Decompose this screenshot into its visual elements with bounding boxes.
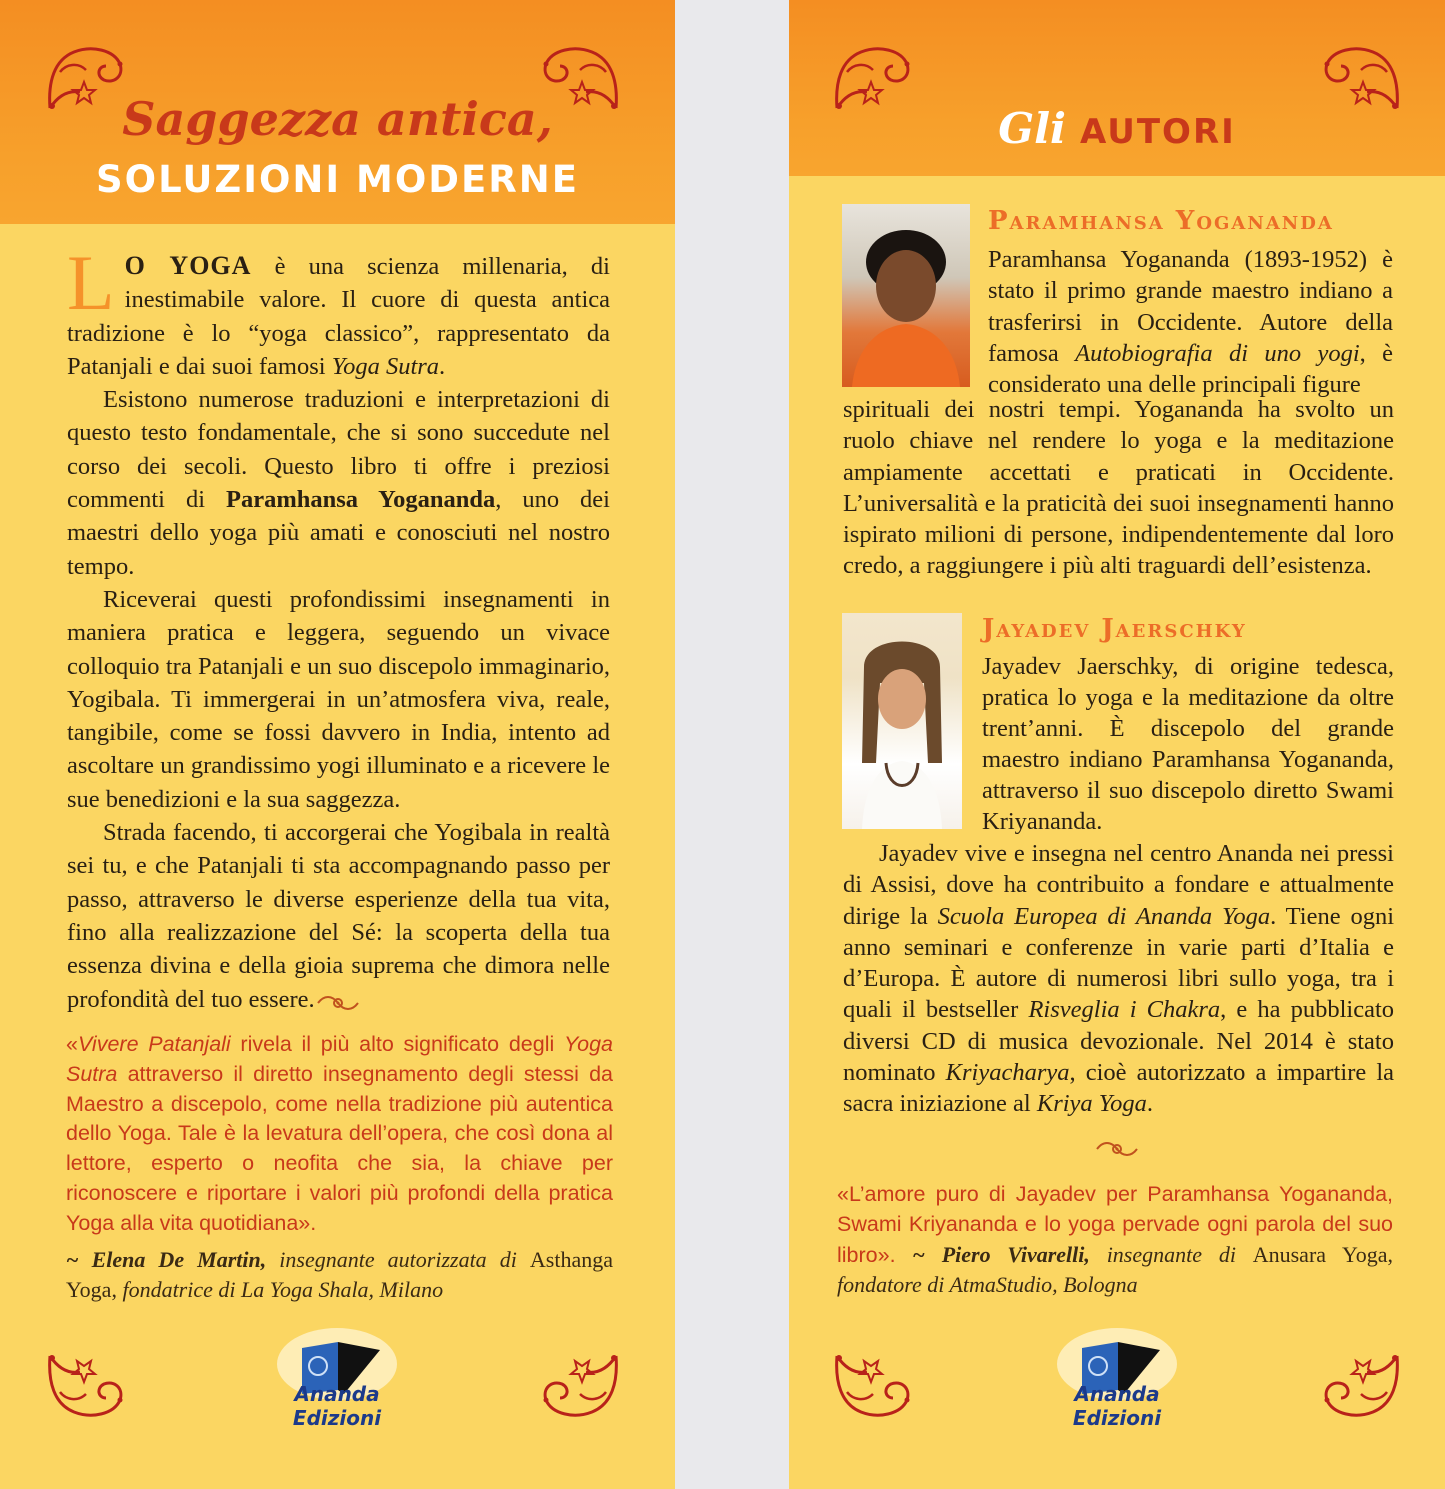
yogananda-photo: [842, 204, 970, 387]
author-bio-top: Paramhansa Yogananda (1893-1952) è stato il primo grande maestro indiano a trasferirsi in Occidente. Autore della famosa Autobiografia di uno yogi, è considerato una delle principali figure: [988, 246, 1394, 399]
review-quote: «Vivere Patanjali rivela il più alto significato degli Yoga Sutra attraverso il diretto insegnamento degli stessi da Maestro a discepolo, come nella tradizione più autentica dello Yoga. Tale è la levatura dell’opera, che così dona al lettore, esperto o neofita che sia, la chiave per riconoscere e riportare i valori più profondi della pratica Yoga alla vita quotidiana».: [66, 1032, 613, 1235]
divider-ornament-icon: [1095, 1139, 1139, 1159]
author-name: Paramhansa Yogananda: [988, 206, 1334, 236]
title-caps: AUTORI: [1079, 112, 1236, 152]
flourish-ornament-icon: [1321, 1350, 1403, 1422]
title-script: Gli: [998, 104, 1066, 153]
divider-ornament-icon: [316, 993, 360, 1013]
paragraph: Riceverai questi profondissimi insegnamenti in maniera pratica e leggera, seguendo un vivace colloquio tra Patanjali e un suo discepolo immaginario, Yogibala. Ti immergerai in un’atmosfera viva, reale, tangibile, come se fossi davvero in India, intento ad ascoltare un grandissimo yogi illuminato e a ricevere le sue benedizioni e la sua saggezza.: [67, 585, 610, 813]
flourish-ornament-icon: [44, 1350, 126, 1422]
author2-bio-top: Jayadev Jaerschky, di origine tedesca, pratica lo yoga e la meditazione da oltre trent’anni. È discepolo del grande maestro indiano Paramhansa Yogananda, attraverso il suo discepolo diretto Swami Kriyananda.: [982, 653, 1394, 835]
author-name: Jayadev Jaerschky: [982, 614, 1247, 644]
right-flap: [789, 0, 1445, 1489]
flourish-ornament-icon: [540, 1350, 622, 1422]
logo-text: Ananda Edizioni: [1072, 1382, 1162, 1430]
title-script: Saggezza antica,: [122, 92, 553, 146]
paragraph: L O YOGA è una scienza millenaria, di inestimabile valore. Il cuore di questa antica tradizione è lo “yoga classico”, rappresentato da Patanjali e dai suoi famosi Yoga Sutra.: [67, 239, 610, 380]
flourish-ornament-icon: [831, 1350, 913, 1422]
title-caps: SOLUZIONI MODERNE: [95, 158, 580, 201]
authors-title: [789, 104, 1445, 153]
lead-caps: O YOGA: [124, 251, 252, 280]
ananda-logo-icon: [252, 1320, 422, 1430]
review-attribution: ~ Elena De Martin, insegnante autorizzata di Asthanga Yoga, fondatrice di La Yoga Shala, Milano: [66, 1247, 614, 1302]
jaerschky-photo: [842, 613, 962, 829]
author2-bio: [843, 838, 1394, 1120]
logo-text: Ananda Edizioni: [292, 1382, 382, 1430]
author-bio-bottom: spirituali dei nostri tempi. Yogananda ha svolto un ruolo chiave nel rendere lo yoga e la meditazione ampiamente accettati e praticati in Occidente. L’universalità e la praticità dei suoi insegnamenti hanno ispirato milioni di persone, indipendentemente dal loro credo, a raggiungere i più alti traguardi dell’esistenza.: [843, 396, 1394, 580]
review-quote: «L’amore puro di Jayadev per Paramhansa Yogananda, Swami Kriyananda e lo yoga pervade ogni parola del suo libro». ~ Piero Vivarelli, insegnante di Anusara Yoga, fondatore di AtmaStudio, Bologna: [837, 1182, 1393, 1298]
ananda-logo-icon: [1032, 1320, 1202, 1430]
paragraph: Strada facendo, ti accorgerai che Yogibala in realtà sei tu, e che Patanjali ti sta accompagnando passo per passo, attraverso le diverse esperienze della tua vita, fino alla realizzazione del Sé: la scoperta della tua essenza divina e della gioia suprema che dimora nelle profondità del tuo essere.: [67, 819, 610, 1013]
left-flap: [0, 0, 675, 1489]
intro-text: [67, 239, 610, 1016]
drop-cap: L: [67, 239, 115, 326]
paragraph: Esistono numerose traduzioni e interpretazioni di questo testo fondamentale, che si sono succedute nel corso dei secoli. Questo libro ti offre i preziosi commenti di Paramhansa Yogananda, uno dei maestri dello yoga più amati e conosciuti nel nostro tempo.: [67, 386, 610, 580]
paragraph: Jayadev vive e insegna nel centro Ananda nei pressi di Assisi, dove ha contribuito a fondare e attualmente dirige la Scuola Europea di Ananda Yoga. Tiene ogni anno seminari e conferenze in varie parti d’Italia e d’Europa. È autore di numerosi libri sullo yoga, tra i quali il bestseller Risveglia i Chakra, e ha pubblicato diversi CD di musica devozionale. Nel 2014 è stato nominato Kriyacharya, cioè autorizzato a impartire la sacra iniziazione al Kriya Yoga.: [843, 840, 1395, 1118]
